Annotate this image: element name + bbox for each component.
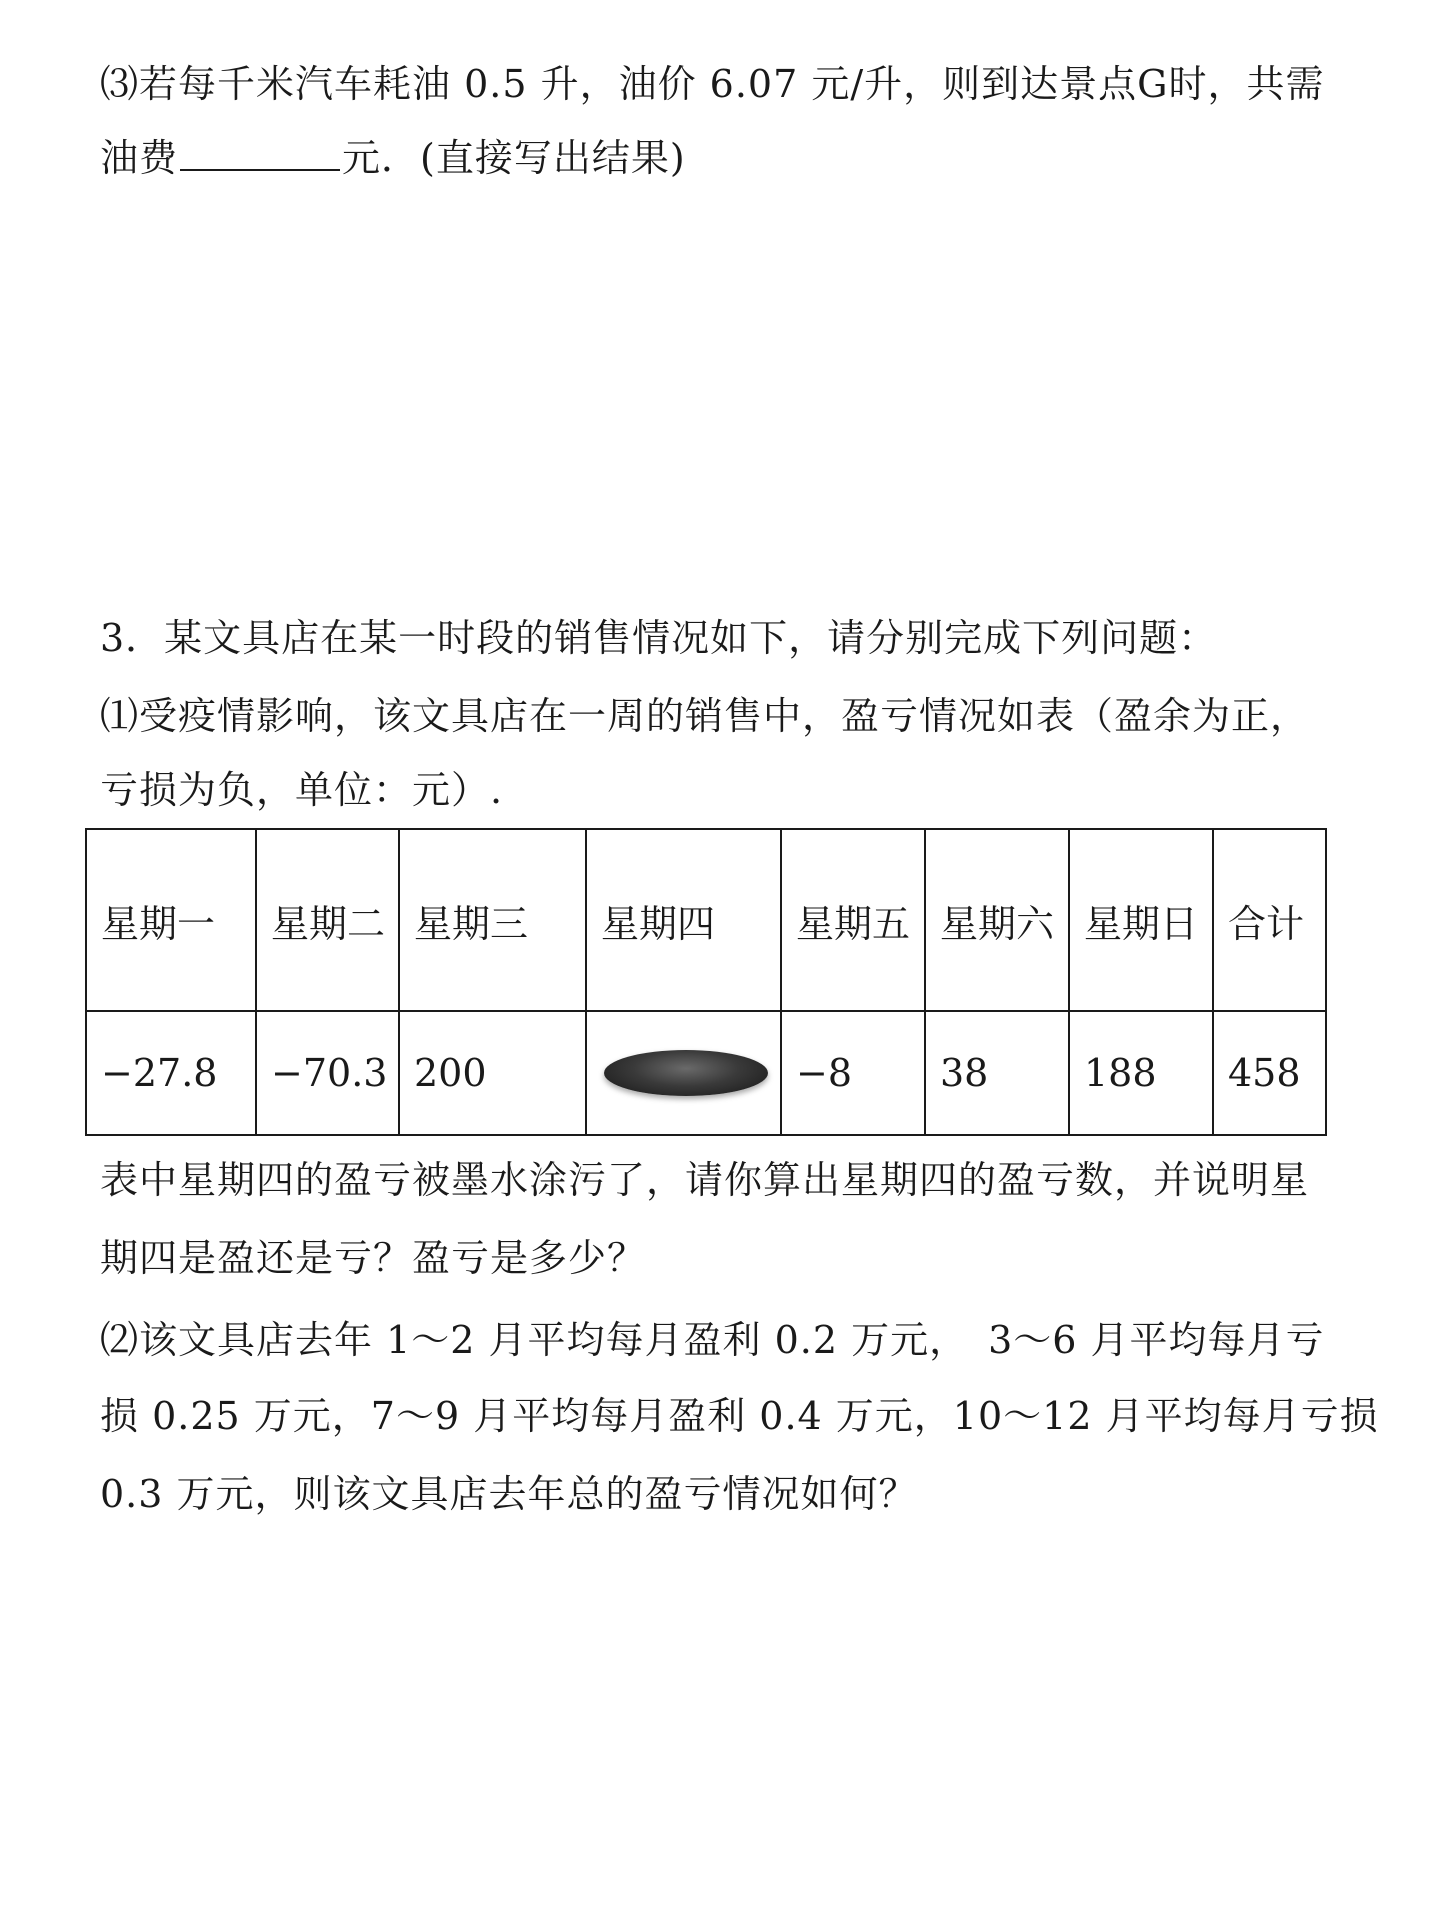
q3-part1-line1: ⑴受疫情影响，该文具店在一周的销售中，盈亏情况如表（盈余为正， bbox=[100, 694, 1310, 738]
q2-part3-line2 bbox=[100, 132, 1350, 184]
q2-part3-line1: ⑶若每千米汽车耗油 0.5 升，油价 6.07 元/升，则到达景点G时，共需 bbox=[100, 62, 1325, 106]
table-header-cell: 星期日 bbox=[1069, 829, 1213, 1011]
q3-part2-line1: ⑵该文具店去年 1～2 月平均每月盈利 0.2 万元， 3～6 月平均每月亏 bbox=[100, 1318, 1325, 1362]
q2-part3-line2-before: 油费 bbox=[100, 136, 179, 180]
q3-part2-line2: 损 0.25 万元，7～9 月平均每月盈利 0.4 万元，10～12 月平均每月亏损 bbox=[100, 1394, 1379, 1438]
table-value-cell: 188 bbox=[1069, 1011, 1213, 1135]
table-header-cell: 星期二 bbox=[256, 829, 399, 1011]
q3-part1-question-line2: 期四是盈还是亏？盈亏是多少？ bbox=[100, 1236, 647, 1280]
table-header-cell: 合计 bbox=[1213, 829, 1326, 1011]
table-header-cell: 星期五 bbox=[781, 829, 925, 1011]
table-value-cell: −27.8 bbox=[86, 1011, 256, 1135]
table-value-cell: 200 bbox=[399, 1011, 586, 1135]
profit-loss-table bbox=[85, 828, 1327, 1136]
table-values-row bbox=[86, 1011, 1326, 1135]
table-value-cell: −8 bbox=[781, 1011, 925, 1135]
table-header-cell: 星期三 bbox=[399, 829, 586, 1011]
q3-part1-question-line1: 表中星期四的盈亏被墨水涂污了，请你算出星期四的盈亏数，并说明星 bbox=[100, 1158, 1310, 1202]
answer-blank[interactable] bbox=[180, 133, 340, 171]
table-value-cell: −70.3 bbox=[256, 1011, 399, 1135]
table-header-cell: 星期六 bbox=[925, 829, 1069, 1011]
ink-blot-icon bbox=[604, 1050, 768, 1096]
table-header-row bbox=[86, 829, 1326, 1011]
q3-stem: 3．某文具店在某一时段的销售情况如下，请分别完成下列问题： bbox=[100, 616, 1218, 660]
table-value-cell-thursday bbox=[586, 1011, 781, 1135]
q3-part2-line3: 0.3 万元，则该文具店去年总的盈亏情况如何？ bbox=[100, 1472, 918, 1516]
table-value-cell: 458 bbox=[1213, 1011, 1326, 1135]
table-header-cell: 星期四 bbox=[586, 829, 781, 1011]
table-value-cell: 38 bbox=[925, 1011, 1069, 1135]
table-header-cell: 星期一 bbox=[86, 829, 256, 1011]
q2-part3-line2-after: 元．(直接写出结果) bbox=[342, 136, 686, 180]
q3-part1-line2: 亏损为负，单位：元）. bbox=[100, 768, 504, 812]
